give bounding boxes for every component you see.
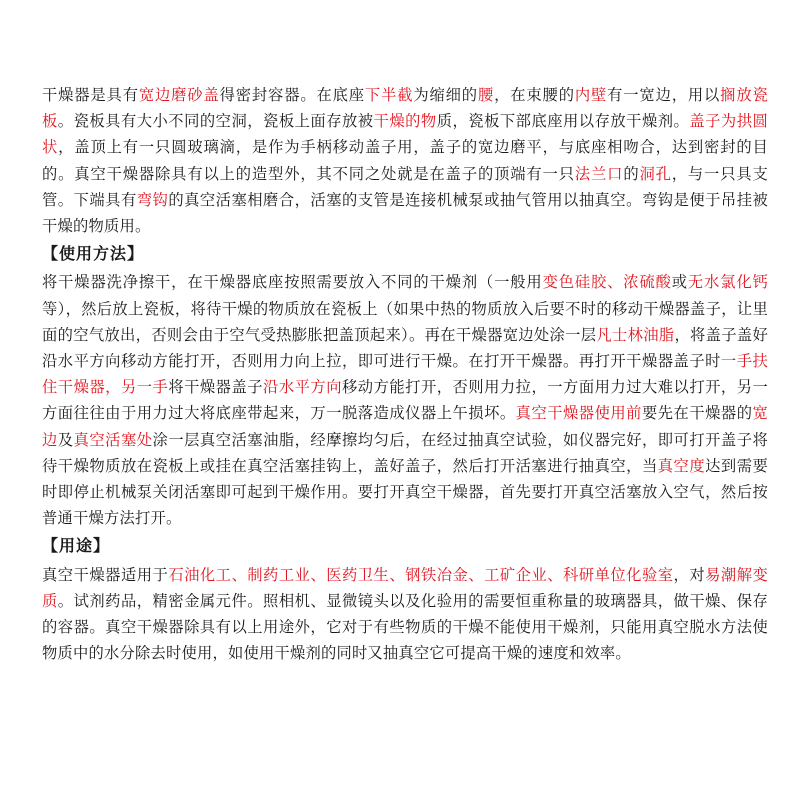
body-text: 要先在干燥器的	[641, 404, 753, 423]
highlighted-text: 沿水平方向	[263, 378, 342, 397]
body-text: 质，瓷板下部底座用以存放干燥剂。	[436, 112, 690, 131]
body-text: 或	[671, 273, 688, 292]
highlighted-text: 法兰口	[574, 164, 624, 183]
highlighted-text: 易潮解变质	[42, 565, 768, 610]
body-text: 为缩细的	[413, 86, 478, 104]
purpose-paragraph	[42, 562, 768, 667]
body-text: 的真空活塞相磨合，活塞的支管是连接机械泵或抽气管用以抽真空。弯钩是便于吊挂被干燥的物质用。	[42, 190, 768, 236]
usage-paragraph	[42, 269, 768, 531]
document-body	[42, 82, 768, 666]
body-text: 达到需要时即停止机械泵关闭活塞即可起到干燥作用。要打开真空干燥器，首先要打开真空活塞放入空气，然后按普通干燥方法打开。	[42, 456, 768, 528]
body-text: 的	[623, 164, 640, 183]
highlighted-text: 内壁	[574, 86, 608, 104]
highlighted-text: 腰	[477, 86, 495, 104]
purpose-heading: 【用途】	[42, 536, 111, 556]
body-text: 真空干燥器适用于	[42, 565, 169, 584]
highlighted-text: 一手扶住干燥器，另一手	[42, 352, 768, 397]
highlighted-text: 弯钩	[136, 190, 169, 209]
highlighted-text: 干燥的物	[373, 112, 437, 131]
body-text: ，对	[673, 565, 706, 584]
body-text: 有一宽边，用以	[607, 86, 721, 104]
body-text: ，将盖子盖好沿水平方向移动方能打开，否则用力向上拉，即可进行干燥。在打开干燥器。再打开干燥器盖子时	[42, 325, 768, 371]
highlighted-text: 无水氯化钙	[687, 273, 768, 292]
body-text: 涂一层真空活塞油脂，经摩擦均匀后，在经过抽真空试验，如仪器完好，即可打开盖子将待干燥物质放在瓷板上或挂在真空活塞挂钩上，盖好盖子，然后打开活塞进行抽真空，当	[42, 430, 768, 475]
body-text: 干燥器是具有	[42, 86, 139, 104]
highlighted-text: 真空度	[657, 456, 706, 475]
highlighted-text: 宽边	[42, 404, 768, 449]
body-text: 及	[57, 430, 74, 449]
body-text: 将干燥器盖子	[168, 378, 264, 397]
highlighted-text: 真空干燥器使用前	[515, 404, 642, 423]
body-text: ，在束腰的	[494, 86, 575, 104]
body-text: ，盖顶上有一只圆玻璃滴，是作为手柄移动盖子用，盖子的宽边磨平，与底座相吻合，达到密封的目的。真空干燥器除具有以上的造型外，其不同之处就是在盖子的顶端有一只	[42, 138, 768, 183]
highlighted-text: 凡士林油脂	[596, 325, 675, 344]
highlighted-text: 搁放瓷板	[42, 86, 768, 131]
highlighted-text: 盖子为拱圆状	[42, 112, 768, 157]
usage-heading: 【使用方法】	[42, 244, 145, 264]
highlighted-text: 石油化工、制药工业、医药卫生、钢铁冶金、工矿企业、科研单位化验室	[168, 565, 674, 584]
body-text: ，与一只具支管。下端具有	[42, 164, 768, 209]
highlighted-text: 真空活塞处	[73, 430, 153, 449]
body-text: 等），然后放上瓷板，将待干燥的物质放在瓷板上（如果中热的物质放入后要不时的移动干燥器盖子，让里面的空气放出，否则会由于空气受热膨胀把盖顶起来）。再在干燥器宽边处涂一层	[42, 299, 768, 344]
body-text: 。试剂药品，精密金属元件。照相机、显微镜头以及化验用的需要恒重称量的玻璃器具，做干燥、保存的容器。真空干燥器除具有以上用途外，它对于有些物质的干燥不能使用干燥剂，只能用真空脱水方法使物质中的水分除去时使用，如使用干燥剂的同时又抽真空它可提高干燥的速度和效率。	[42, 591, 768, 663]
highlighted-text: 洞孔	[639, 164, 672, 183]
highlighted-text: 变色硅胶、浓硫酸	[542, 273, 672, 292]
body-text: 将干燥器洗净擦干，在干燥器底座按照需要放入不同的干燥剂（一般用	[42, 273, 543, 292]
highlighted-text: 下半截	[364, 86, 414, 104]
body-text: 。瓷板具有大小不同的空洞，瓷板上面存放被	[57, 112, 374, 131]
intro-paragraph	[42, 82, 768, 239]
body-text: 得密封容器。在底座	[219, 86, 365, 104]
highlighted-text: 宽边磨砂盖	[138, 86, 220, 104]
body-text: 移动方能打开，否则用力拉，一方面用力过大难以打开，另一方面往往由于用力过大将底座带起来，万一脱落造成仪器上午损坏。	[42, 378, 768, 423]
